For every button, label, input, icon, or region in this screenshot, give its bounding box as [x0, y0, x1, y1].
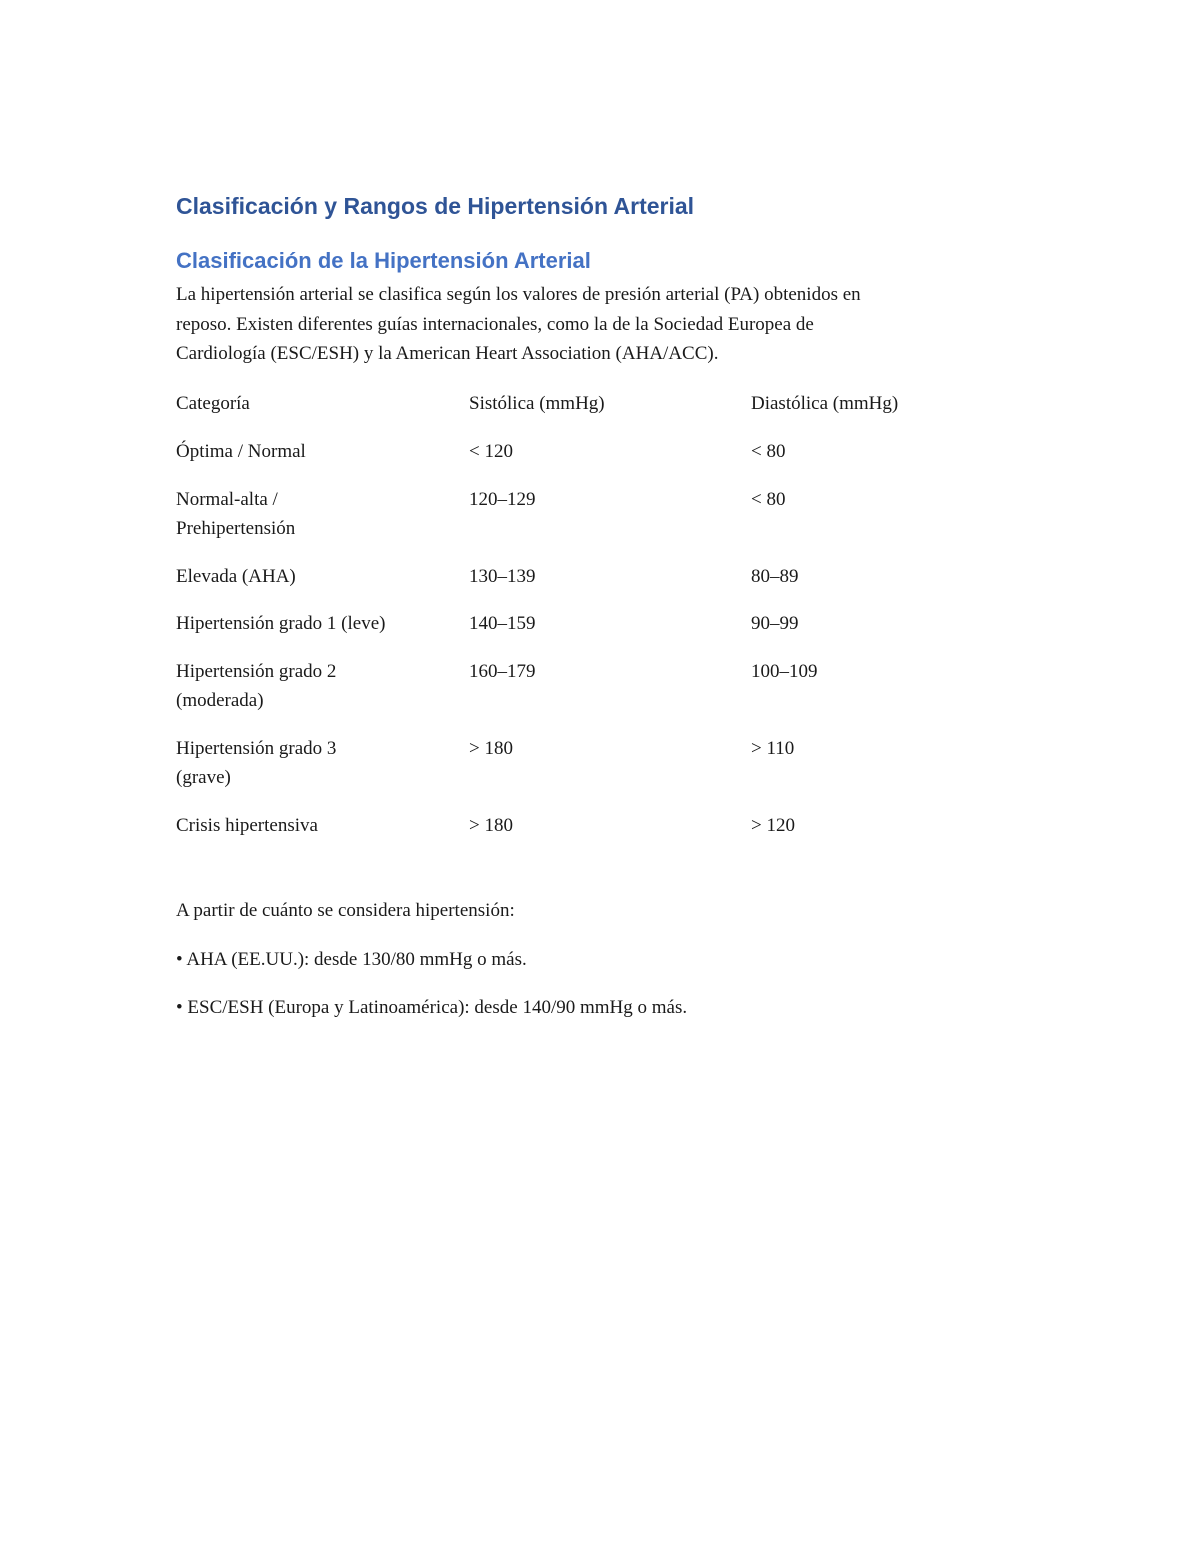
table-row — [176, 657, 951, 734]
document-page — [176, 188, 1026, 1023]
systolic-cell — [469, 811, 751, 859]
table-header-row — [176, 389, 951, 438]
intro-line: Cardiología (ESC/ESH) y la American Heart Association (AHA/ACC). — [176, 343, 719, 364]
category-cell — [176, 437, 469, 485]
systolic-cell — [469, 562, 751, 610]
cell-text-line: < 80 — [751, 488, 786, 510]
diastolic-cell — [751, 485, 951, 562]
category-cell — [176, 657, 469, 734]
cell-text-line: Hipertensión grado 2 — [176, 660, 337, 682]
table-row — [176, 734, 951, 811]
systolic-cell — [469, 609, 751, 657]
column-header-systolic: Sistólica (mmHg) — [469, 392, 605, 414]
cell-text-line: 140–159 — [469, 613, 536, 634]
cell-text-line: 160–179 — [469, 660, 536, 682]
diastolic-cell — [751, 562, 951, 610]
intro-line: reposo. Existen diferentes guías internacionales, como la de la Sociedad Europea de — [176, 313, 814, 335]
column-header-category: Categoría — [176, 392, 250, 414]
category-cell — [176, 609, 469, 657]
diastolic-cell — [751, 811, 951, 859]
cell-text-line: (grave) — [176, 767, 231, 788]
table-row — [176, 609, 951, 657]
intro-line: La hipertensión arterial se clasifica según los valores de presión arterial (PA) obtenidos en — [176, 284, 861, 305]
section-heading: Clasificación de la Hipertensión Arterial — [176, 248, 591, 273]
bullet-esc: • ESC/ESH (Europa y Latinoamérica): desde 140/90 mmHg o más. — [176, 997, 688, 1018]
cell-text-line: Óptima / Normal — [176, 441, 306, 462]
cell-text-line: > 110 — [751, 737, 795, 759]
table-row — [176, 437, 951, 485]
cell-text-line: 90–99 — [751, 613, 799, 634]
table-row — [176, 811, 951, 859]
cell-text-line: > 120 — [751, 814, 795, 836]
cell-text-line: Normal-alta / — [176, 488, 278, 510]
diastolic-cell — [751, 657, 951, 734]
bullet-aha: • AHA (EE.UU.): desde 130/80 mmHg o más. — [176, 948, 527, 970]
cell-text-line: (moderada) — [176, 690, 264, 711]
category-cell — [176, 811, 469, 859]
category-cell — [176, 485, 469, 562]
table-row — [176, 562, 951, 610]
cell-text-line: 80–89 — [751, 565, 799, 587]
cell-text-line: < 80 — [751, 441, 786, 462]
document-title: Clasificación y Rangos de Hipertensión Arterial — [176, 193, 695, 219]
table-row — [176, 485, 951, 562]
category-cell — [176, 562, 469, 610]
category-cell — [176, 734, 469, 811]
diastolic-cell — [751, 609, 951, 657]
cell-text-line: < 120 — [469, 441, 513, 462]
column-header-diastolic: Diastólica (mmHg) — [751, 392, 899, 414]
cell-text-line: Crisis hipertensiva — [176, 814, 318, 836]
cell-text-line: > 180 — [469, 737, 513, 759]
diastolic-cell — [751, 437, 951, 485]
cell-text-line: 100–109 — [751, 660, 818, 682]
systolic-cell — [469, 657, 751, 734]
cell-text-line: Prehipertensión — [176, 518, 296, 539]
diastolic-cell — [751, 734, 951, 811]
cell-text-line: Elevada (AHA) — [176, 565, 296, 587]
cell-text-line: Hipertensión grado 1 (leve) — [176, 613, 386, 634]
systolic-cell — [469, 734, 751, 811]
systolic-cell — [469, 485, 751, 562]
hypertension-table — [176, 389, 951, 859]
threshold-heading: A partir de cuánto se considera hipertensión: — [176, 900, 515, 921]
cell-text-line: > 180 — [469, 814, 513, 836]
cell-text-line: 130–139 — [469, 565, 536, 587]
intro-paragraph — [176, 280, 1026, 369]
cell-text-line: Hipertensión grado 3 — [176, 737, 337, 759]
systolic-cell — [469, 437, 751, 485]
cell-text-line: 120–129 — [469, 488, 536, 510]
